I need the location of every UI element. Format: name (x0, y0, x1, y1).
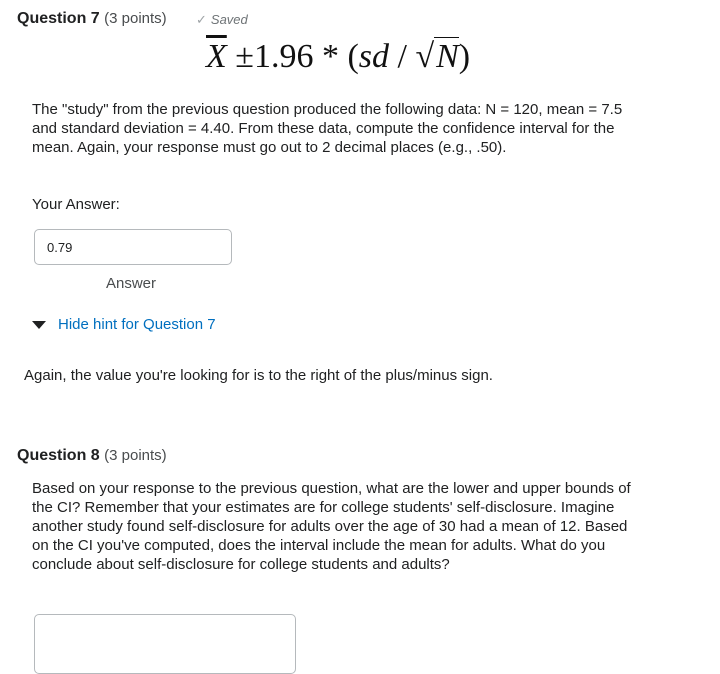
formula-n: N (436, 38, 459, 75)
saved-status (196, 12, 248, 28)
formula-sqrt: / √ (389, 38, 435, 75)
question-8-answer-textarea[interactable] (34, 614, 296, 674)
formula-xbar: $\overline{X}$ (206, 38, 227, 75)
answer-caption: Answer (106, 275, 157, 292)
your-answer-label: Your Answer: (32, 196, 120, 213)
checkmark-icon: ✓ (196, 12, 207, 27)
question-7-answer-input[interactable]: 0.79 (34, 229, 232, 265)
question-7-points: (3 points) (104, 10, 167, 27)
question-7-text: The "study" from the previous question produced the following data: N = 120, mean = 7.5 and standard deviation = 4.40. From these data, compute the confidence interval for the mean. Again, your response must go out to 2 decimal places (e.g., .50). (32, 101, 623, 156)
hide-hint-toggle[interactable] (32, 316, 216, 334)
ci-formula (206, 38, 470, 76)
formula-sd: sd (358, 38, 389, 75)
question-8-header (17, 447, 167, 465)
caret-down-icon (32, 321, 46, 329)
question-8-points: (3 points) (104, 447, 167, 464)
question-8-title: Question 8 (17, 447, 100, 464)
question-8-text: Based on your response to the previous question, what are the lower and upper bounds of the CI? Remember that your estimates are for college students' self-disclosure. Imagine another study found self-disclosure for adults over the age of 30 had a mean of 12. Based on the CI you've computed, does the interval include the mean for adults. What do you conclude about self-disclosure for college students and adults? (32, 480, 631, 573)
question-7-header (17, 10, 167, 28)
saved-label: Saved (210, 12, 248, 27)
formula-pm: ±1.96 * ( (235, 38, 359, 75)
hint-text: Again, the value you're looking for is to the right of the plus/minus sign. (24, 367, 493, 384)
formula-close: ) (458, 38, 471, 75)
question-7-title: Question 7 (17, 10, 100, 27)
hide-hint-link[interactable]: Hide hint for Question 7 (58, 316, 216, 333)
